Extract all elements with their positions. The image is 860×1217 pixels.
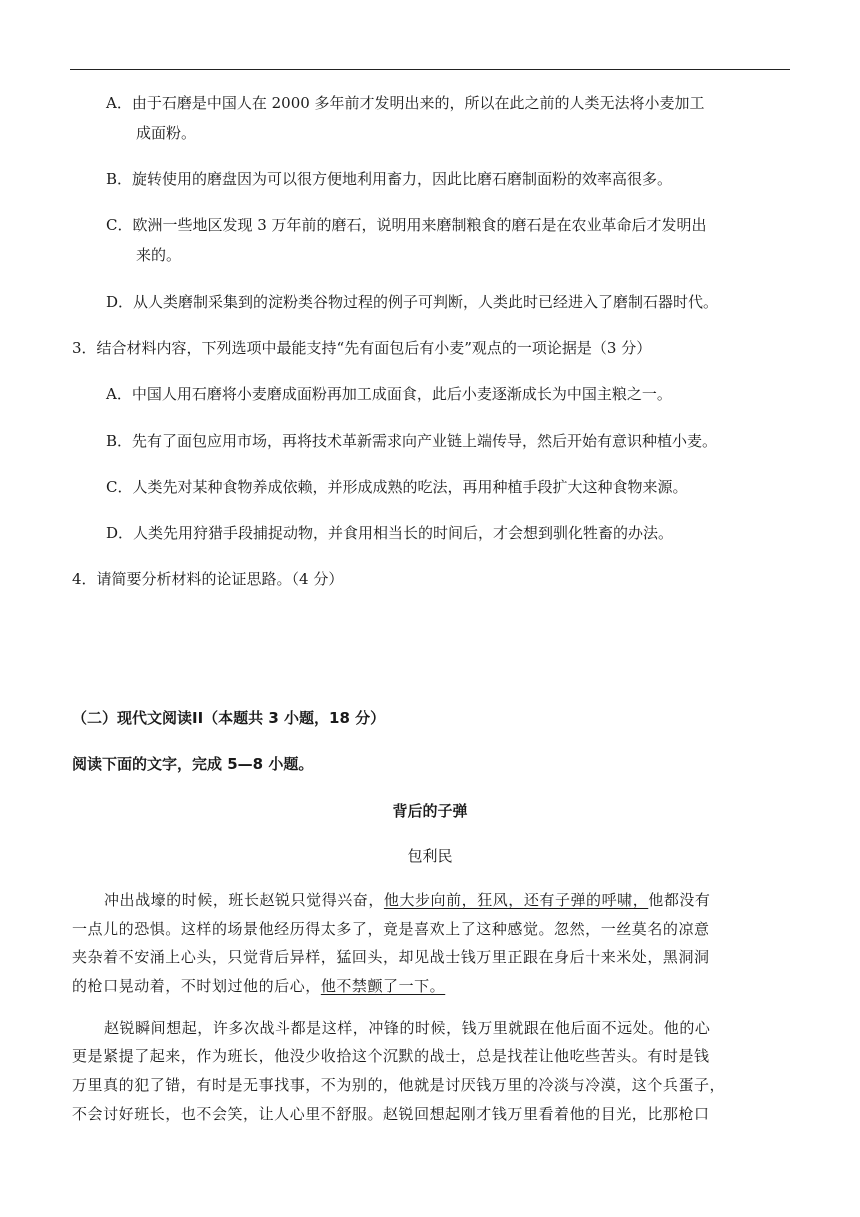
q2-option-d: D．从人类磨制采集到的淀粉类谷物过程的例子可判断，人类此时已经进入了磨制石器时代。 — [106, 293, 719, 311]
underlined-sentence-1: 他大步向前，狂风，还有子弹的呼啸， — [383, 891, 649, 909]
q2-option-c-line1: C．欧洲一些地区发现 3 万年前的磨石，说明用来磨制粮食的磨石是在农业革命后才发明出 — [106, 216, 707, 234]
story-p2-line2: 更是紧提了起来，作为班长，他没少收拾这个沉默的战士，总是找茬让他吃些苦头。有时是钱 — [72, 1047, 710, 1065]
story-p1-line1-end: 他都没有 — [648, 891, 711, 909]
story-author: 包利民 — [407, 847, 453, 865]
q2-option-c-line2: 来的。 — [136, 246, 182, 264]
q2-option-a-line1: A．由于石磨是中国人在 2000 多年前才发明出来的，所以在此之前的人类无法将小麦加工 — [106, 94, 705, 112]
story-p1-line1-text: 冲出战壕的时候，班长赵锐只觉得兴奋， — [104, 891, 384, 909]
q2-option-b: B．旋转使用的磨盘因为可以很方便地利用畜力，因此比磨石磨制面粉的效率高很多。 — [106, 170, 673, 188]
story-p2-line3: 万里真的犯了错，有时是无事找事，不为别的，他就是讨厌钱万里的冷淡与冷漠，这个兵蛋子， — [72, 1076, 726, 1094]
q3-option-b: B．先有了面包应用市场，再将技术革新需求向产业链上端传导，然后开始有意识种植小麦。 — [106, 432, 718, 450]
section-heading: （二）现代文阅读II（本题共 3 小题，18 分） — [72, 709, 386, 727]
q3-option-a: A．中国人用石磨将小麦磨成面粉再加工成面食，此后小麦逐渐成长为中国主粮之一。 — [106, 385, 672, 403]
reading-instruction: 阅读下面的文字，完成 5—8 小题。 — [72, 755, 314, 773]
story-p2-line4: 不会讨好班长，也不会笑，让人心里不舒服。赵锐回想起刚才钱万里看着他的目光，比那枪口 — [72, 1105, 710, 1123]
q3-stem: 3．结合材料内容，下列选项中最能支持“先有面包后有小麦”观点的一项论据是（3 分） — [72, 339, 652, 357]
header-rule — [70, 69, 790, 70]
story-p1-line2: 一点儿的恐惧。这样的场景他经历得太多了，竟是喜欢上了这种感觉。忽然，一丝莫名的凉意 — [72, 920, 710, 938]
story-p1-line3: 夹杂着不安涌上心头，只觉背后异样，猛回头，却见战士钱万里正跟在身后十来米处，黑洞洞 — [72, 948, 710, 966]
underlined-sentence-2: 他不禁颤了一下。 — [320, 977, 446, 995]
story-title: 背后的子弹 — [392, 802, 468, 820]
q3-option-c: C．人类先对某种食物养成依赖，并形成成熟的吃法，再用种植手段扩大这种食物来源。 — [106, 478, 688, 496]
story-p1-line4 — [72, 976, 445, 996]
q2-option-a-line2: 成面粉。 — [136, 124, 197, 142]
story-p2-line1: 赵锐瞬间想起，许多次战斗都是这样，冲锋的时候，钱万里就跟在他后面不远处。他的心 — [104, 1019, 711, 1037]
story-p1-line4-text: 的枪口晃动着，不时划过他的后心， — [72, 977, 321, 995]
q4-stem: 4．请简要分析材料的论证思路。（4 分） — [72, 570, 344, 588]
q3-option-d: D．人类先用狩猎手段捕捉动物，并食用相当长的时间后，才会想到驯化牲畜的办法。 — [106, 524, 674, 542]
story-p1-line1 — [104, 890, 710, 910]
